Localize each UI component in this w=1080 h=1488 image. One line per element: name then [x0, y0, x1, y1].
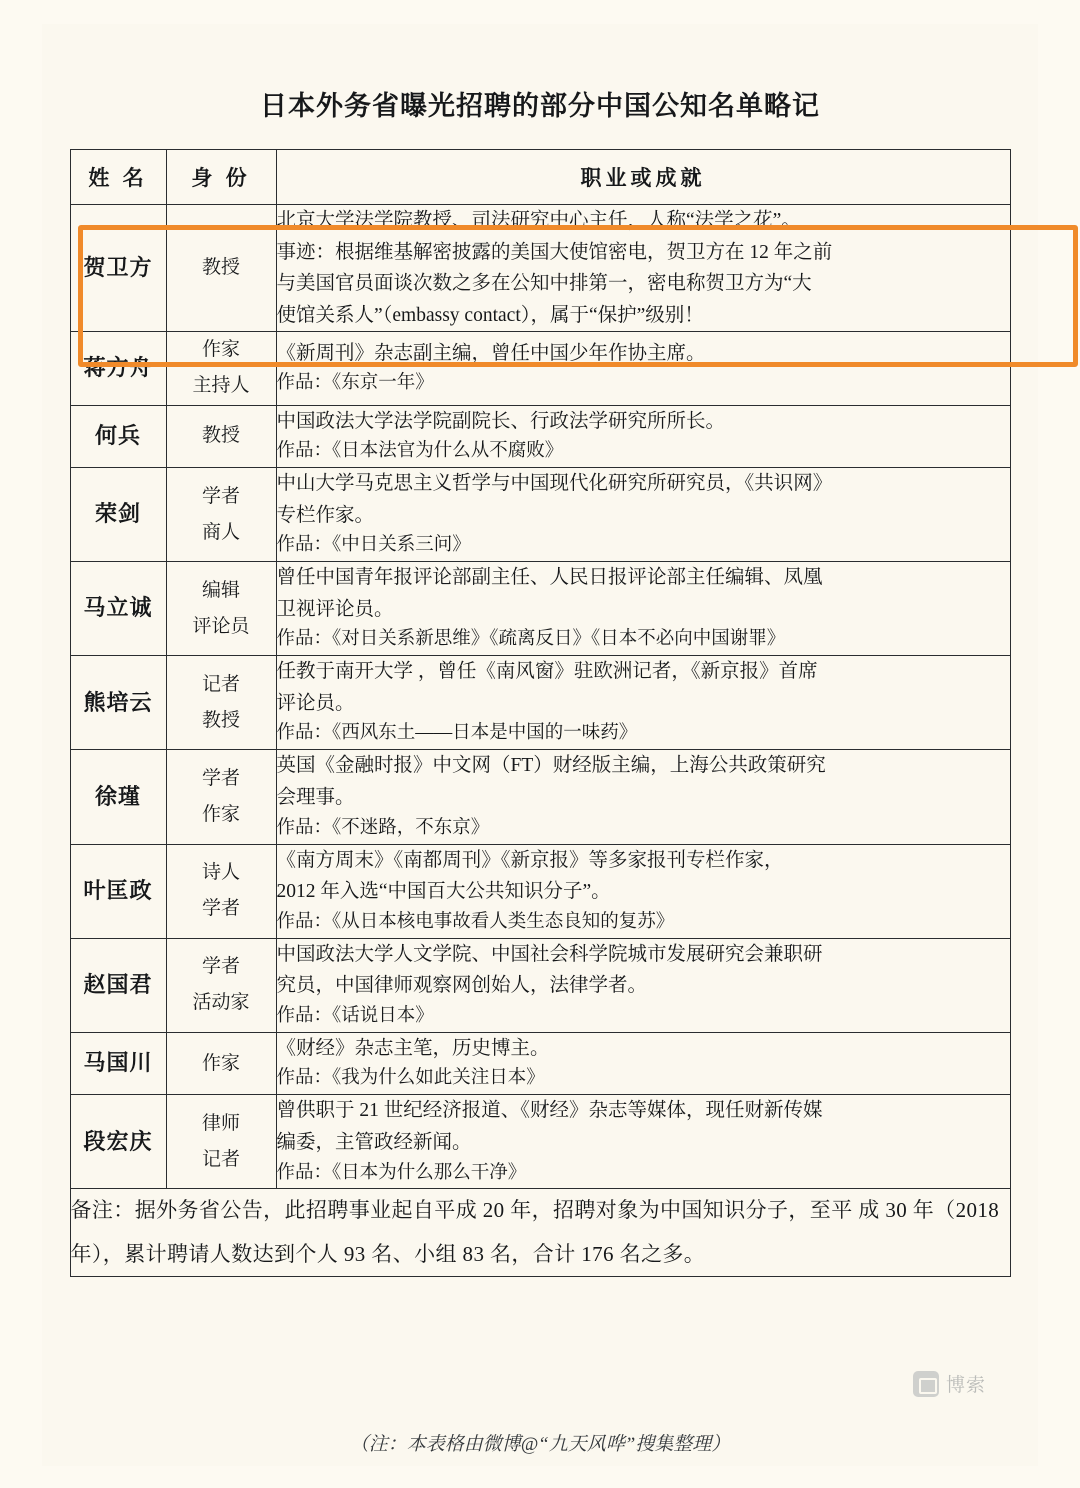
- role-line: 活动家: [192, 992, 250, 1014]
- desc-line: 会理事。: [276, 787, 355, 808]
- cell-role: [166, 656, 276, 750]
- table-row: [70, 656, 1010, 750]
- desc-works-line: 作品：《西风东土——日本是中国的一味药》: [276, 723, 638, 744]
- desc-works-line: 作品：《话说日本》: [276, 1005, 434, 1026]
- cell-note: [70, 1189, 1010, 1276]
- page-title: 日本外务省曝光招聘的部分中国公知名单略记: [260, 91, 820, 121]
- desc-works-line: 作品：《日本为什么那么干净》: [276, 1162, 527, 1183]
- role-line: 编辑: [201, 579, 240, 601]
- table-row: [70, 405, 1010, 468]
- cell-desc: [276, 332, 1010, 405]
- public-figures-table: [70, 149, 1011, 1277]
- table-row: [70, 844, 1010, 938]
- desc-line: 中国政法大学人文学院、中国社会科学院城市发展研究会兼职研: [276, 943, 823, 965]
- cell-name: 段宏庆: [70, 1095, 166, 1189]
- cell-name: 叶匡政: [70, 844, 166, 938]
- desc-works-line: 作品：《我为什么如此关注日本》: [276, 1068, 545, 1089]
- desc-line: 编委，主管政经新闻。: [276, 1131, 472, 1153]
- cell-desc: [276, 938, 1010, 1032]
- cell-role: [166, 1032, 276, 1095]
- role-line: 学者: [201, 956, 240, 978]
- role-line: 律师: [201, 1112, 240, 1134]
- watermark-label: 博索: [945, 1375, 986, 1396]
- cell-desc: [276, 1095, 1010, 1189]
- note-line: 成 30 年（2018 年），累计聘请人数达到个人 93 名、小组 83 名，合计 176 名之多。: [70, 1198, 1000, 1266]
- cell-role: [166, 938, 276, 1032]
- cell-role: [166, 332, 276, 405]
- cell-role: [166, 750, 276, 844]
- column-header-desc: 职业或成就: [276, 150, 1010, 205]
- desc-line: 专栏作家。: [276, 504, 375, 526]
- desc-line: 使馆关系人”（embassy contact），属于“保护”级别！: [276, 304, 704, 326]
- table-row: [70, 1095, 1010, 1189]
- desc-works-line: 作品：《日本法官为什么从不腐败》: [276, 441, 564, 462]
- desc-line: 评论员。: [276, 692, 355, 714]
- cell-name: 熊培云: [70, 656, 166, 750]
- table-row: [70, 750, 1010, 844]
- table-body: [70, 205, 1010, 1277]
- desc-line: 《南方周末》《南都周刊》《新京报》等多家报刊专栏作家，: [276, 849, 784, 871]
- desc-line: 《财经》杂志主笔，历史博主。: [276, 1037, 550, 1059]
- desc-line: 曾供职于 21 世纪经济报道、《财经》杂志等媒体，现任财新传媒: [276, 1100, 823, 1122]
- column-header-role: 身 份: [166, 150, 276, 205]
- cell-role: [166, 405, 276, 468]
- role-line: 学者: [201, 767, 240, 789]
- desc-works-line: 作品：《不迷路，不东京》: [276, 817, 490, 838]
- table-row: [70, 938, 1010, 1032]
- cell-name: 荣剑: [70, 468, 166, 562]
- desc-line: 与美国官员面谈次数之多在公知中排第一，密电称贺卫方为“大: [276, 273, 812, 295]
- desc-works-line: 作品：《东京一年》: [276, 373, 434, 394]
- role-line: 记者: [201, 1148, 240, 1170]
- cell-role: [166, 562, 276, 656]
- table-header: [70, 150, 1010, 205]
- watermark-logo-icon: [913, 1371, 939, 1397]
- desc-line: 《新周刊》杂志副主编，曾任中国少年作协主席。: [276, 342, 706, 364]
- desc-line: 事迹：根据维基解密披露的美国大使馆密电，贺卫方在 12 年之前: [276, 241, 833, 263]
- table-row: [70, 1032, 1010, 1095]
- note-line: 备注：据外务省公告，此招聘事业起自平成 20 年，招聘对象为中国知识分子，至平: [70, 1198, 853, 1223]
- desc-line: 究员，中国律师观察网创始人，法律学者。: [276, 975, 648, 997]
- table-row: [70, 332, 1010, 405]
- role-line: 学者: [201, 485, 240, 507]
- desc-works-line: 作品：《中日关系三问》: [276, 535, 471, 556]
- role-line: 作家: [201, 1052, 240, 1074]
- role-line: 记者: [201, 673, 240, 695]
- role-line: 学者: [201, 898, 240, 920]
- role-line: 教授: [201, 425, 240, 447]
- cell-name: 蒋方舟: [70, 332, 166, 405]
- cell-desc: [276, 1032, 1010, 1095]
- footnote: （注：本表格由微博@“九天风哗”搜集整理）: [349, 1434, 731, 1455]
- cell-name: 贺卫方: [70, 205, 166, 332]
- role-line: 商人: [201, 521, 240, 543]
- cell-role: [166, 468, 276, 562]
- cell-name: 马国川: [70, 1032, 166, 1095]
- table-row: [70, 562, 1010, 656]
- table-row: [70, 468, 1010, 562]
- role-line: 教授: [201, 709, 240, 731]
- desc-works-line: 作品：《对日关系新思维》《疏离反日》《日本不必向中国谢罪》: [276, 629, 786, 650]
- cell-role: [166, 844, 276, 938]
- desc-works-line: 作品：《从日本核电事故看人类生态良知的复苏》: [276, 911, 675, 932]
- cell-role: [166, 205, 276, 332]
- cell-desc: [276, 750, 1010, 844]
- desc-line: 任教于南开大学 ，曾任《南风窗》驻欧洲记者，《新京报》首席: [276, 661, 818, 683]
- role-line: 教授: [201, 257, 240, 279]
- role-line: 评论员: [192, 615, 250, 637]
- cell-desc: [276, 468, 1010, 562]
- table-row: [70, 205, 1010, 332]
- cell-desc: [276, 205, 1010, 332]
- role-line: 作家: [201, 803, 240, 825]
- table-header-row: [70, 150, 1010, 205]
- desc-line: 英国《金融时报》中文网（FT）财经版主编，上海公共政策研究: [276, 755, 826, 777]
- cell-name: 何兵: [70, 405, 166, 468]
- cell-desc: [276, 562, 1010, 656]
- desc-line: 卫视评论员。: [276, 598, 394, 620]
- cell-desc: [276, 844, 1010, 938]
- cell-desc: [276, 656, 1010, 750]
- role-line: 作家: [201, 339, 240, 361]
- table-note-row: [70, 1189, 1010, 1276]
- cell-desc: [276, 405, 1010, 468]
- cell-name: 马立诚: [70, 562, 166, 656]
- column-header-name: 姓 名: [70, 150, 166, 205]
- desc-line: 2012 年入选“中国百大公共知识分子”。: [276, 881, 611, 903]
- cell-name: 徐瑾: [70, 750, 166, 844]
- desc-line: 北京大学法学院教授、司法研究中心主任，人称“法学之花”。: [276, 210, 801, 231]
- document-sheet: [42, 24, 1038, 1466]
- desc-line: 曾任中国青年报评论部副主任、人民日报评论部主任编辑、凤凰: [276, 567, 823, 589]
- desc-line: 中山大学马克思主义哲学与中国现代化研究所研究员，《共识网》: [276, 473, 833, 495]
- desc-line: 中国政法大学法学院副院长、行政法学研究所所长。: [276, 410, 726, 432]
- cell-role: [166, 1095, 276, 1189]
- role-line: 主持人: [192, 375, 250, 397]
- watermark: [913, 1370, 986, 1397]
- cell-name: 赵国君: [70, 938, 166, 1032]
- role-line: 诗人: [201, 862, 240, 884]
